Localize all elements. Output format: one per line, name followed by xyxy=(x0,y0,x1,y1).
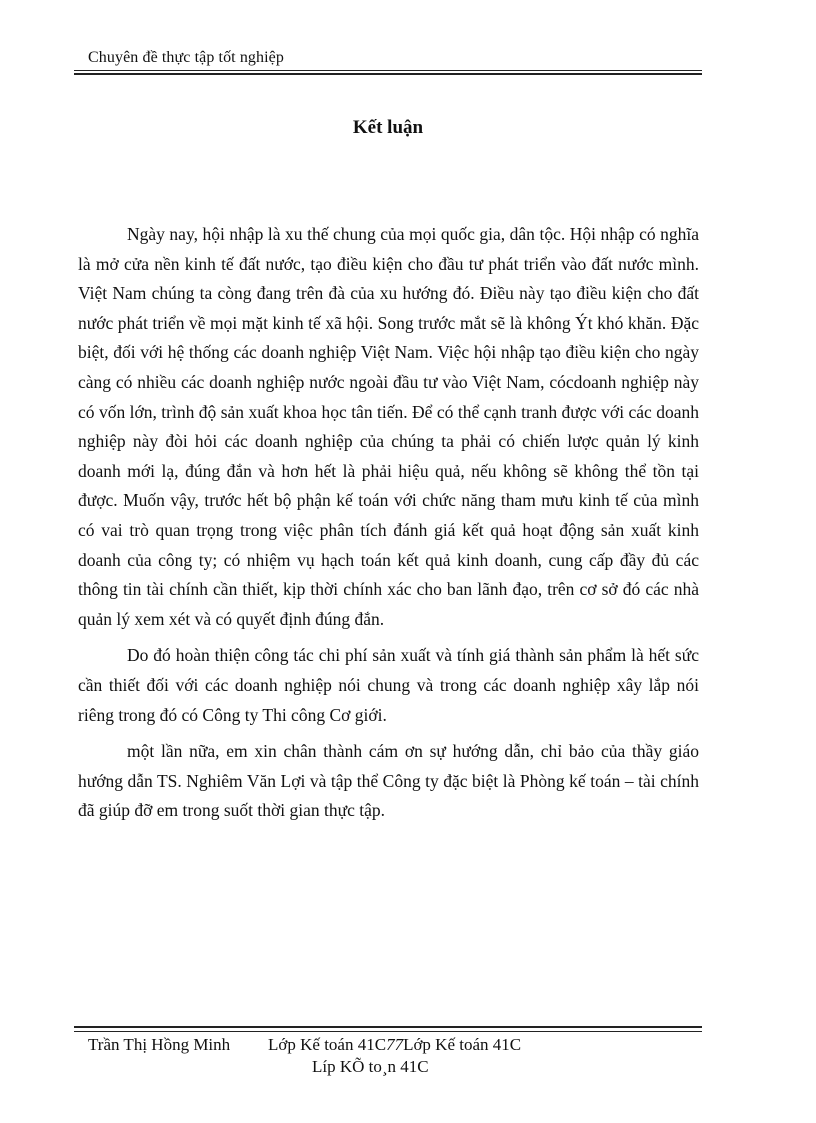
footer-page-number: 77 xyxy=(386,1035,404,1054)
footer-line-1 xyxy=(88,1034,521,1056)
header-rule-thick xyxy=(74,73,702,75)
running-header: Chuyên đề thực tập tốt nghiệp xyxy=(88,49,284,66)
footer-class-label-repeat: Lớp Kế toán 41C xyxy=(403,1035,522,1054)
footer-line-2: Líp KÕ to¸n 41C xyxy=(312,1057,429,1076)
footer-rule-thin xyxy=(74,1031,702,1032)
footer-class-label: Lớp Kế toán 41C xyxy=(268,1035,387,1054)
footer-rule-thick xyxy=(74,1026,702,1028)
paragraph-3: một lần nữa, em xin chân thành cám ơn sự hướng dẫn, chỉ bảo của thầy giáo hướng dẫn TS. Nghiêm Văn Lợi và tập thể Công ty đặc biệt là Phòng kế toán – tài chính đã giúp đỡ em trong suốt thời gian thực tập. xyxy=(78,741,699,821)
footer-author: Trần Thị Hồng Minh xyxy=(88,1035,231,1054)
running-footer xyxy=(88,1034,521,1078)
paragraph-1: Ngày nay, hội nhập là xu thế chung của mọi quốc gia, dân tộc. Hội nhập có nghĩa là mở cửa nền kinh tế đất nước, tạo điều kiện cho đầu tư phát triển vào đất nước mình. Việt Nam chúng ta còng đang trên đà của xu hướng đó. Điều này tạo điều kiện cho đất nước phát triển về mọi mặt kinh tế xã hội. Song trước mắt sẽ là không Ýt khó khăn. Đặc biệt, đối với hệ thống các doanh nghiệp Việt Nam. Việc hội nhập tạo điều kiện cho ngày càng có nhiều các doanh nghiệp nước ngoài đầu tư vào Việt Nam, cócdoanh nghiệp này có vốn lớn, trình độ sản xuất khoa học tân tiến. Để có thể cạnh tranh được với các doanh nghiệp này đòi hỏi các doanh nghiệp của chúng ta phải có chiến lược quản lý kinh doanh mới lạ, đúng đắn và hơn hết là phải hiệu quả, nếu không sẽ không thể tồn tại được. Muốn vậy, trước hết bộ phận kế toán với chức năng tham mưu kinh tế của mình có vai trò quan trọng trong việc phân tích đánh giá kết quả hoạt động sản xuất kinh doanh của công ty; có nhiệm vụ hạch toán kết quả kinh doanh, cung cấp đầy đủ các thông tin tài chính cần thiết, kịp thời chính xác cho ban lãnh đạo, trên cơ sở đó các nhà quản lý xem xét và có quyết định đúng đắn. xyxy=(78,224,699,629)
paragraph-2: Do đó hoàn thiện công tác chi phí sản xuất và tính giá thành sản phẩm là hết sức cần thiết đối với các doanh nghiệp nói chung và trong các doanh nghiệp xây lắp nói riêng trong đó có Công ty Thi công Cơ giới. xyxy=(78,645,699,725)
body-text xyxy=(78,220,699,826)
header-rule-thin xyxy=(74,70,702,71)
page-title: Kết luận xyxy=(352,117,424,138)
